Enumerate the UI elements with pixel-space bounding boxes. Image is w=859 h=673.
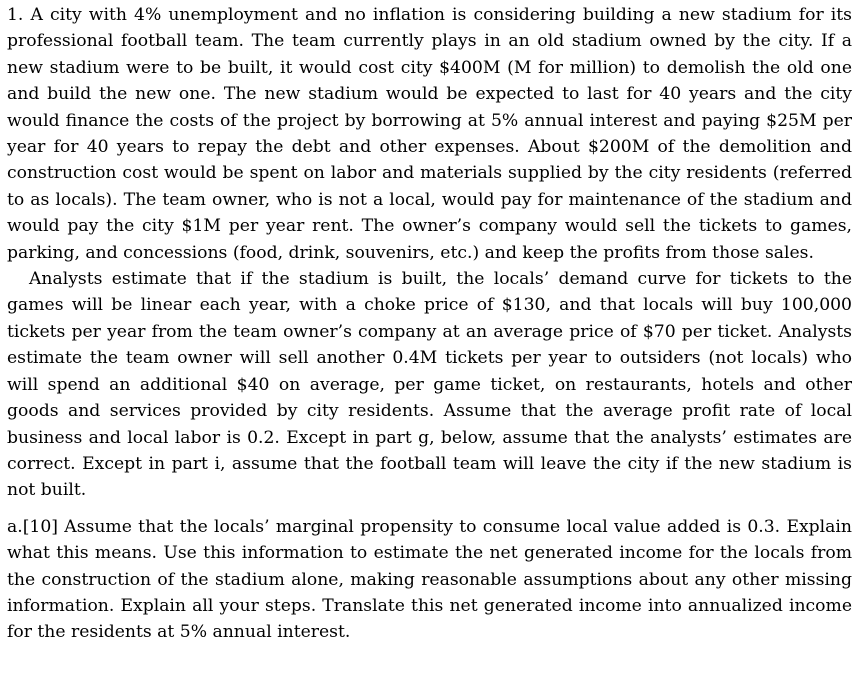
problem-text (7, 2, 852, 646)
problem-part-a: a.[10] Assume that the locals’ marginal propensity to consume local value added is 0.3. Explain what this means. Use this information to estimate the net generated income for the locals from the construction of the stadium alone, making reasonable assumptions about any other missing information. Explain all your steps. Translate this net generated income into annualized income for the residents at 5% annual interest. (7, 516, 852, 643)
problem-paragraph-intro: 1. A city with 4% unemployment and no inflation is considering building a new stadium for its professional football team. The team currently plays in an old stadium owned by the city. If a new stadium were to be built, it would cost city $400M (M for million) to demolish the old one and build the new one. The new stadium would be expected to last for 40 years and the city would finance the costs of the project by borrowing at 5% annual interest and paying $25M per year for 40 years to repay the debt and other expenses. About $200M of the demolition and construction cost would be spent on labor and materials supplied by the city residents (referred to as locals). The team owner, who is not a local, would pay for maintenance of the stadium and would pay the city $1M per year rent. The owner’s company would sell the tickets to games, parking, and concessions (food, drink, souvenirs, etc.) and keep the profits from those sales. (7, 5, 852, 263)
problem-paragraph-estimates: Analysts estimate that if the stadium is built, the locals’ demand curve for tickets to the games will be linear each year, with a choke price of $130, and that locals will buy 100,000 tickets per year from the team owner’s company at an average price of $70 per ticket. Analysts estimate the team owner will sell another 0.4M tickets per year to outsiders (not locals) who will spend an additional $40 on average, per game ticket, on restaurants, hotels and other goods and services provided by city residents. Assume that the average profit rate of local business and local labor is 0.2. Except in part g, below, assume that the analysts’ estimates are correct. Except in part i, assume that the football team will leave the city if the new stadium is not built. (7, 269, 852, 501)
